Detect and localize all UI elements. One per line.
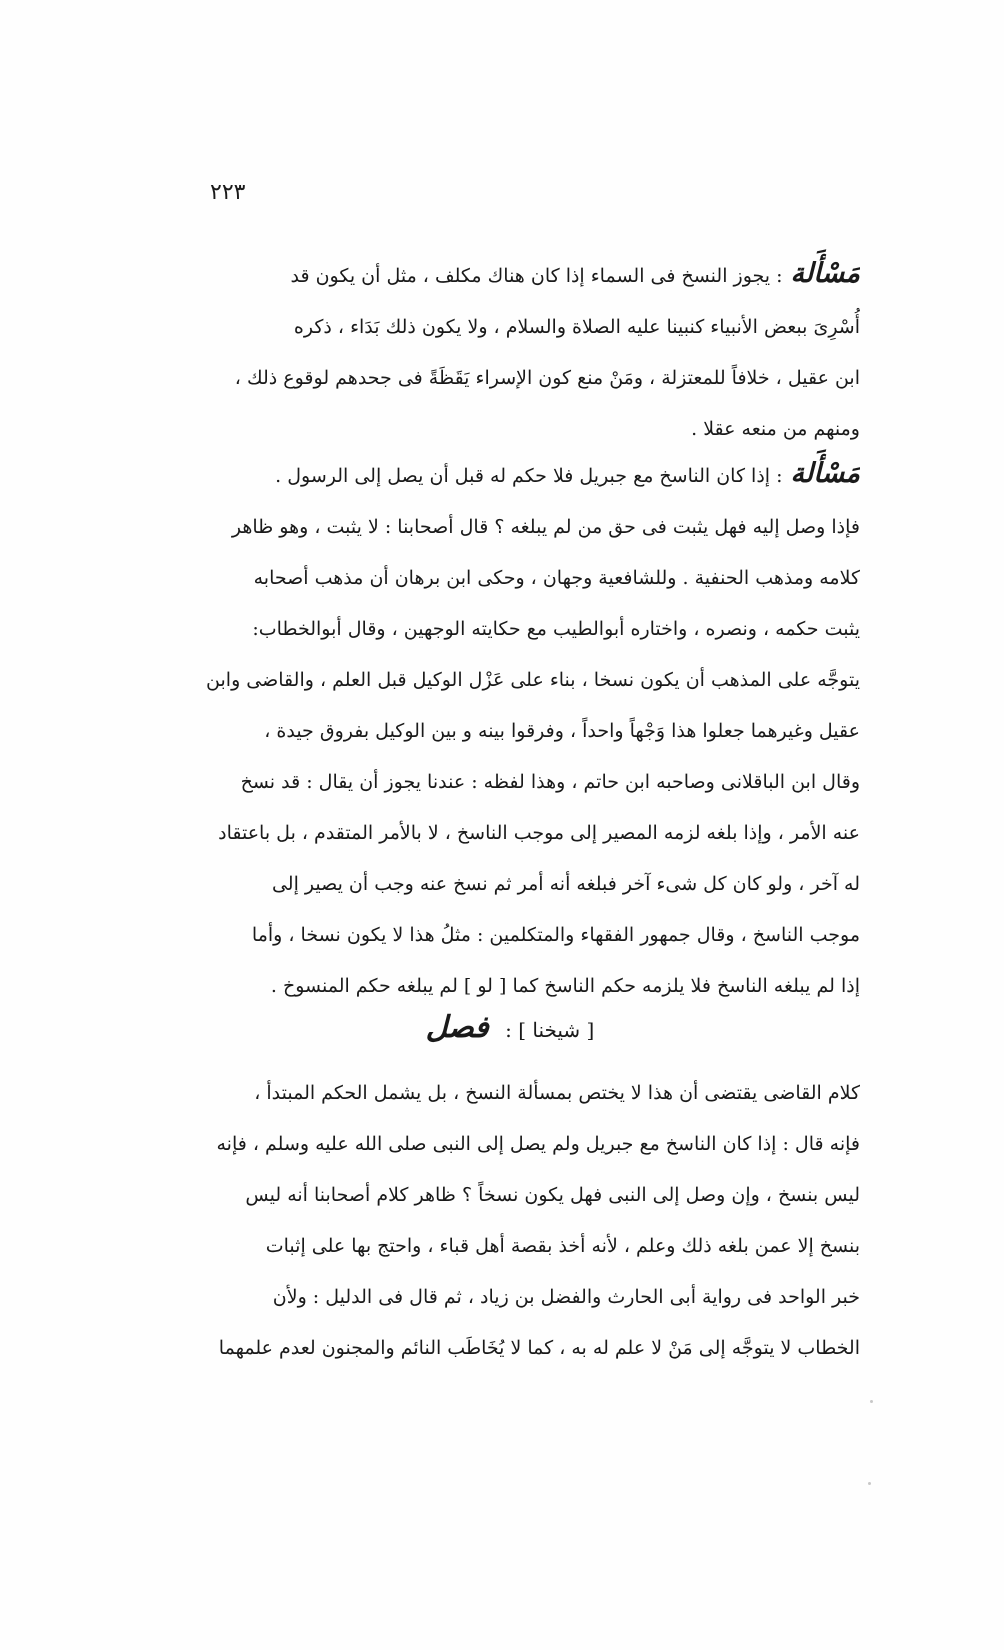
paragraph-line: بنسخ إلا عمن بلغه ذلك وعلم ، لأنه أخذ بقصة أهل قباء ، واحتج بها على إثبات [265, 1235, 860, 1257]
paragraph-line: خبر الواحد فى رواية أبى الحارث والفضل بن زياد ، ثم قال فى الدليل : ولأن [272, 1286, 860, 1308]
scan-speck [870, 1400, 873, 1403]
section-bracket-text: [ شيخنا ] : [505, 1018, 595, 1042]
paragraph-line: الخطاب لا يتوجَّه إلى مَنْ لا علم له به ، كما لا يُخَاطَب النائم والمجنون لعدم علمهما [218, 1337, 860, 1359]
paragraph-masala-2 [160, 448, 860, 1012]
paragraph-line: مَسْأَلة: إذا كان الناسخ مع جبريل فلا حكم له قبل أن يصل إلى الرسول . [275, 458, 860, 489]
paragraph-line: موجب الناسخ ، وقال جمهور الفقهاء والمتكلمين : مثلُ هذا لا يكون نسخا ، وأما [251, 924, 860, 946]
paragraph-line: يتوجَّه على المذهب أن يكون نسخا ، بناء على عَزْل الوكيل قبل العلم ، والقاضى وابن [206, 669, 860, 691]
paragraph-line: ليس بنسخ ، وإن وصل إلى النبى فهل يكون نسخاً ؟ ظاهر كلام أصحابنا أنه ليس [245, 1184, 860, 1206]
paragraph-line: ومنهم من منعه عقلا . [691, 418, 860, 440]
paragraph-line: كلام القاضى يقتضى أن هذا لا يختص بمسألة النسخ ، بل يشمل الحكم المبتدأ ، [254, 1082, 860, 1104]
paragraph-line: ابن عقيل ، خلافاً للمعتزلة ، ومَنْ منع كون الإسراء يَقَظَةً فى جحدهم لوقوع ذلك ، [234, 367, 860, 389]
paragraph-line: فإنه قال : إذا كان الناسخ مع جبريل ولم يصل إلى النبى صلى الله عليه وسلم ، فإنه [216, 1133, 860, 1155]
scan-speck [868, 1482, 871, 1485]
section-heading-fasl [160, 1010, 860, 1045]
masala-heading: مَسْأَلة [790, 458, 860, 489]
paragraph-line: إذا لم يبلغه الناسخ فلا يلزمه حكم الناسخ كما [ لو ] لم يبلغه حكم المنسوخ . [270, 975, 860, 997]
page-number: ٢٢٣ [210, 180, 246, 205]
paragraph-line: يثبت حكمه ، ونصره ، واختاره أبوالطيب مع حكايته الوجهين ، وقال أبوالخطاب: [252, 618, 860, 640]
paragraph-line: وقال ابن الباقلانى وصاحبه ابن حاتم ، وهذا لفظه : عندنا يجوز أن يقال : قد نسخ [240, 771, 860, 793]
paragraph-line: كلامه ومذهب الحنفية . وللشافعية وجهان ، وحكى ابن برهان أن مذهب أصحابه [253, 567, 860, 589]
section-title: فصل [425, 1010, 489, 1045]
masala-heading: مَسْأَلة [790, 258, 860, 289]
paragraph-fasl [160, 1068, 860, 1374]
paragraph-masala-1 [160, 248, 860, 455]
paragraph-line: مَسْأَلة: يجوز النسخ فى السماء إذا كان هناك مكلف ، مثل أن يكون قد [290, 258, 860, 289]
paragraph-line: أُسْرِىَ ببعض الأنبياء كنبينا عليه الصلاة والسلام ، ولا يكون ذلك بَدَاء ، ذكره [293, 316, 860, 338]
paragraph-line: عقيل وغيرهما جعلوا هذا وَجْهاً واحداً ، وفرقوا بينه و بين الوكيل بفروق جيدة ، [264, 720, 860, 742]
paragraph-line: له آخر ، ولو كان كل شىء آخر فبلغه أنه أمر ثم نسخ عنه وجب أن يصير إلى [271, 873, 860, 895]
paragraph-line: فإذا وصل إليه فهل يثبت فى حق من لم يبلغه ؟ قال أصحابنا : لا يثبت ، وهو ظاهر [231, 516, 860, 538]
paragraph-line: عنه الأمر ، وإذا بلغه لزمه المصير إلى موجب الناسخ ، لا بالأمر المتقدم ، بل باعتقاد [218, 822, 860, 844]
